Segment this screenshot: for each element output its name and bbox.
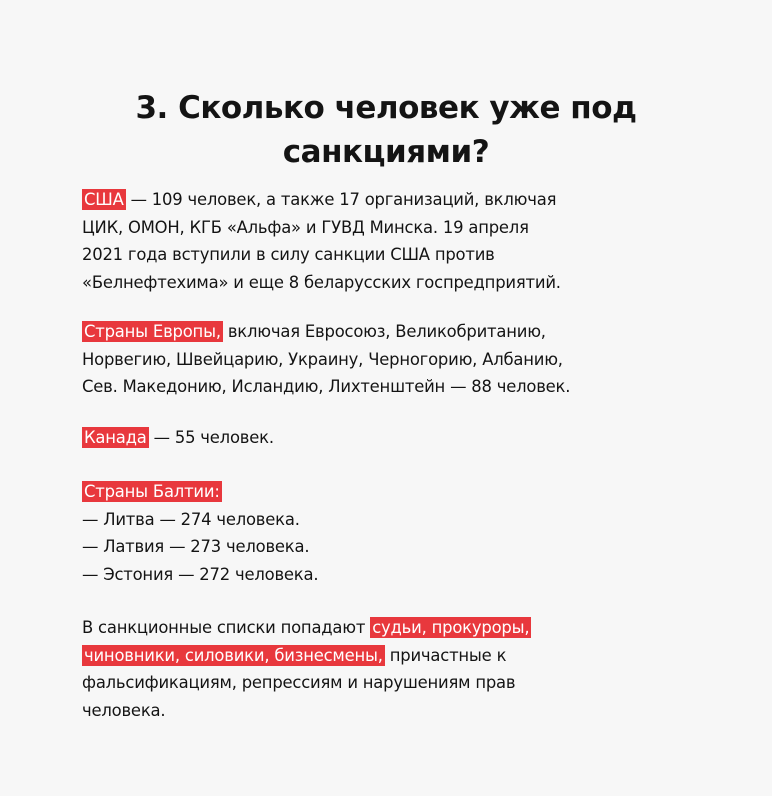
canada-section — [82, 424, 702, 452]
list-item: — Латвия — 273 человека. — [82, 537, 310, 557]
usa-line-1-rest: — 109 человек, а также 17 организаций, включая — [125, 190, 557, 209]
list-item: — Литва — 274 человека. — [82, 509, 300, 529]
canada-highlight: Канада — [84, 428, 147, 447]
final-highlight-1: судьи, прокуроры, — [372, 618, 530, 637]
usa-line-3: 2021 года вступили в силу санкции США против — [82, 245, 495, 265]
canada-line — [82, 424, 702, 452]
usa-line-4: «Белнефтехима» и еще 8 беларусских госпредприятий. — [82, 272, 561, 292]
usa-highlight: США — [84, 190, 124, 209]
title-line-1: 3. Сколько человек уже под — [135, 90, 637, 126]
usa-section — [82, 186, 702, 296]
europe-line-1 — [82, 318, 702, 346]
europe-line-2: Норвегию, Швейцарию, Украину, Черногорию, Албанию, — [82, 349, 563, 369]
europe-section — [82, 318, 702, 401]
page-title — [0, 86, 772, 174]
final-line-2 — [82, 642, 702, 670]
baltic-highlight: Страны Балтии: — [84, 482, 220, 501]
usa-line-1 — [82, 186, 702, 214]
usa-line-2: ЦИК, ОМОН, КГБ «Альфа» и ГУВД Минска. 19 апреля — [82, 217, 529, 237]
final-line-3: фальсификациям, репрессиям и нарушениям прав — [82, 673, 516, 693]
europe-line-1-rest: включая Евросоюз, Великобританию, — [222, 322, 546, 341]
europe-line-3: Сев. Македонию, Исландию, Лихтенштейн — 88 человек. — [82, 377, 571, 397]
final-line-1 — [82, 614, 702, 642]
title-line-2: санкциями? — [282, 134, 490, 170]
baltic-section — [82, 478, 702, 588]
list-item: — Эстония — 272 человека. — [82, 564, 319, 584]
canada-rest: — 55 человек. — [148, 428, 274, 447]
final-section — [82, 614, 702, 724]
final-line-2-rest: причастные к — [384, 645, 507, 665]
final-line-4: человека. — [82, 700, 166, 720]
final-line-1-text: В санкционные списки попадают — [82, 618, 371, 637]
baltic-heading-line — [82, 478, 702, 506]
final-highlight-2: чиновники, силовики, бизнесмены, — [84, 645, 383, 665]
europe-highlight: Страны Европы, — [84, 322, 221, 341]
